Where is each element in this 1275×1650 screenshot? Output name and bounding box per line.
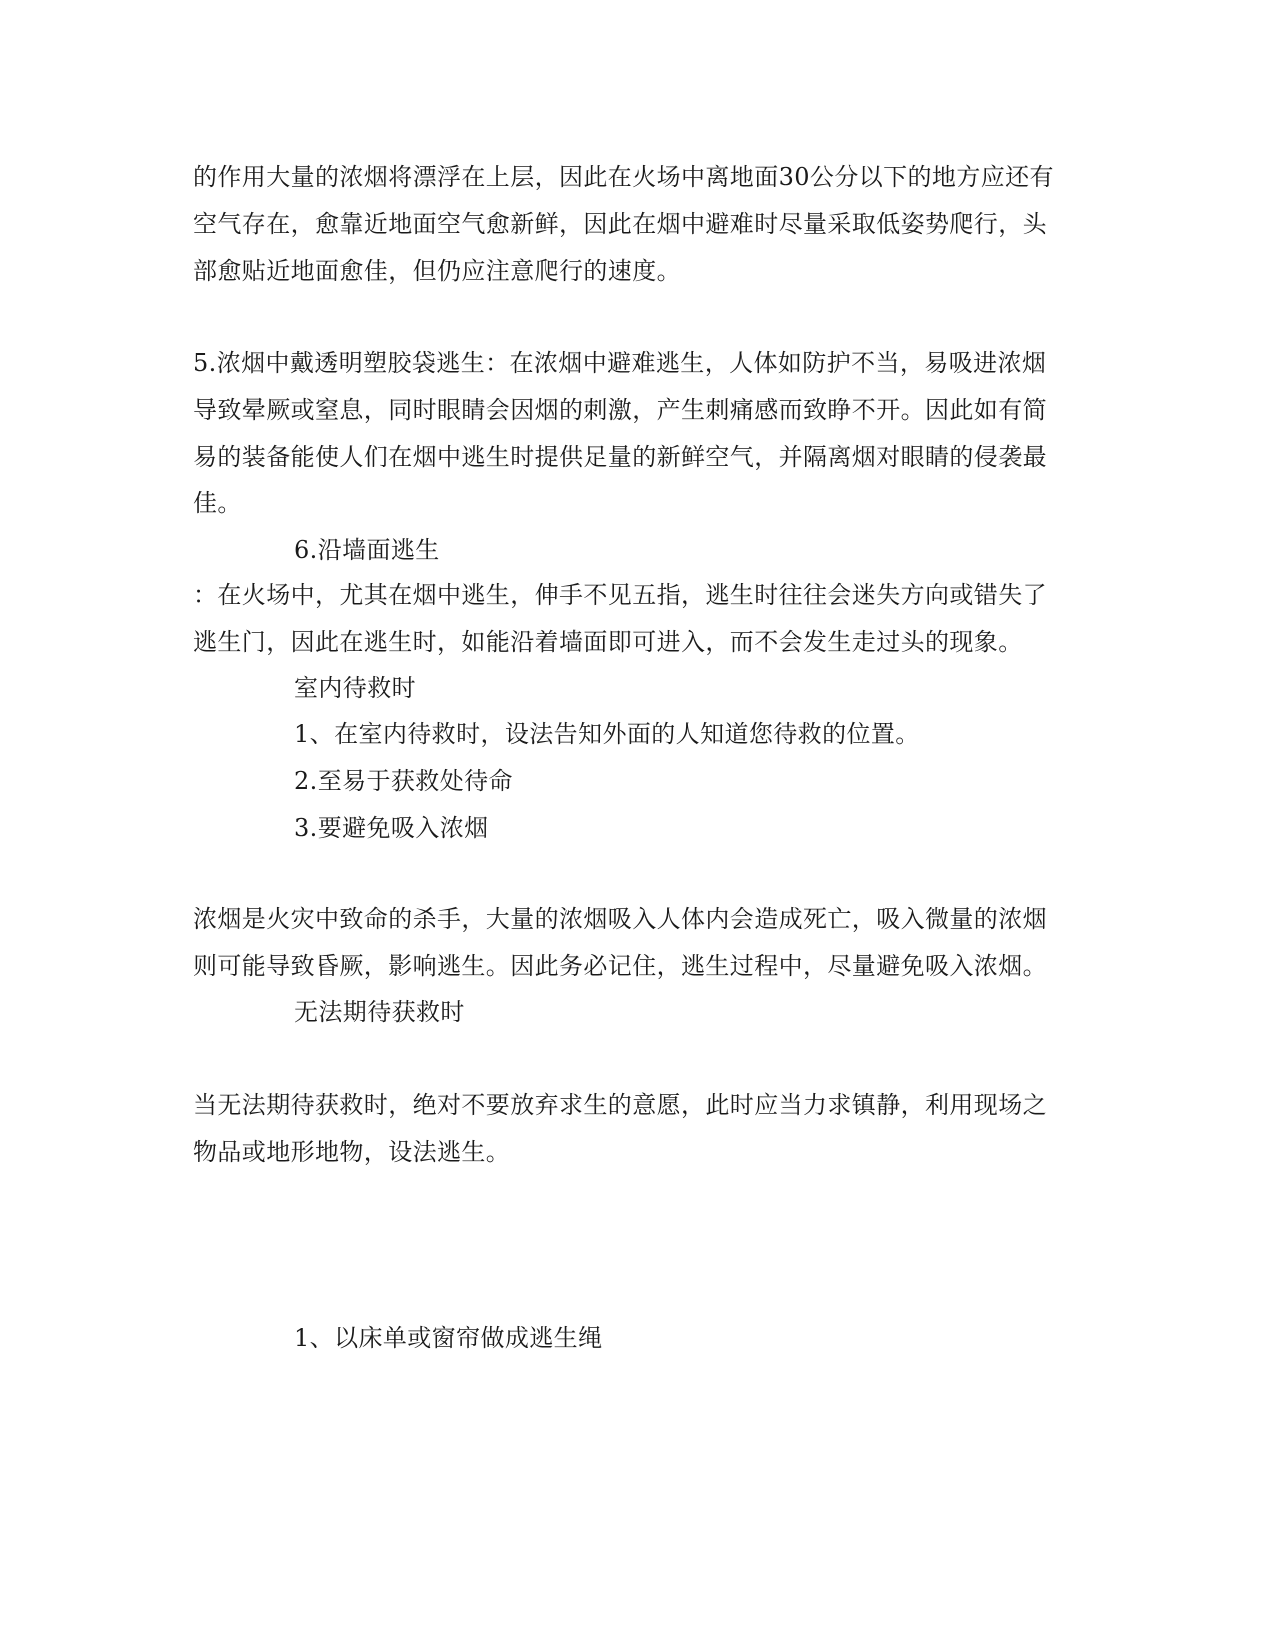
section-heading: 无法期待获救时: [294, 998, 465, 1026]
list-item: 1、以床单或窗帘做成逃生绳: [294, 1324, 603, 1352]
paragraph-line: 空气存在，愈靠近地面空气愈新鲜，因此在烟中避难时尽量采取低姿势爬行，头: [193, 210, 1047, 238]
paragraph-line: 物品或地形地物，设法逃生。: [193, 1138, 511, 1166]
paragraph-line: 易的装备能使人们在烟中逃生时提供足量的新鲜空气，并隔离烟对眼睛的侵袭最: [193, 443, 1047, 471]
list-item: 3.要避免吸入浓烟: [294, 814, 489, 842]
list-item: 2.至易于获救处待命: [294, 767, 513, 795]
paragraph-line: 当无法期待获救时，绝对不要放弃求生的意愿，此时应当力求镇静，利用现场之: [193, 1091, 1047, 1119]
paragraph-line: 浓烟是火灾中致命的杀手，大量的浓烟吸入人体内会造成死亡，吸入微量的浓烟: [193, 905, 1047, 933]
section-heading: 6.沿墙面逃生: [294, 536, 440, 564]
paragraph-line: ：在火场中，尤其在烟中逃生，伸手不见五指，逃生时往往会迷失方向或错失了: [193, 581, 1047, 609]
paragraph-line: 则可能导致昏厥，影响逃生。因此务必记住，逃生过程中，尽量避免吸入浓烟。: [193, 952, 1047, 980]
paragraph-line: 逃生门，因此在逃生时，如能沿着墙面即可进入，而不会发生走过头的现象。: [193, 628, 1023, 656]
paragraph-line: 的作用大量的浓烟将漂浮在上层，因此在火场中离地面30公分以下的地方应还有: [193, 163, 1054, 191]
paragraph-line: 佳。: [193, 489, 242, 517]
section-heading: 室内待救时: [294, 674, 416, 702]
paragraph-line: 5.浓烟中戴透明塑胶袋逃生：在浓烟中避难逃生，人体如防护不当，易吸进浓烟: [193, 349, 1047, 377]
list-item: 1、在室内待救时，设法告知外面的人知道您待救的位置。: [294, 720, 920, 748]
paragraph-line: 部愈贴近地面愈佳，但仍应注意爬行的速度。: [193, 257, 681, 285]
paragraph-line: 导致晕厥或窒息，同时眼睛会因烟的刺激，产生刺痛感而致睁不开。因此如有简: [193, 396, 1047, 424]
